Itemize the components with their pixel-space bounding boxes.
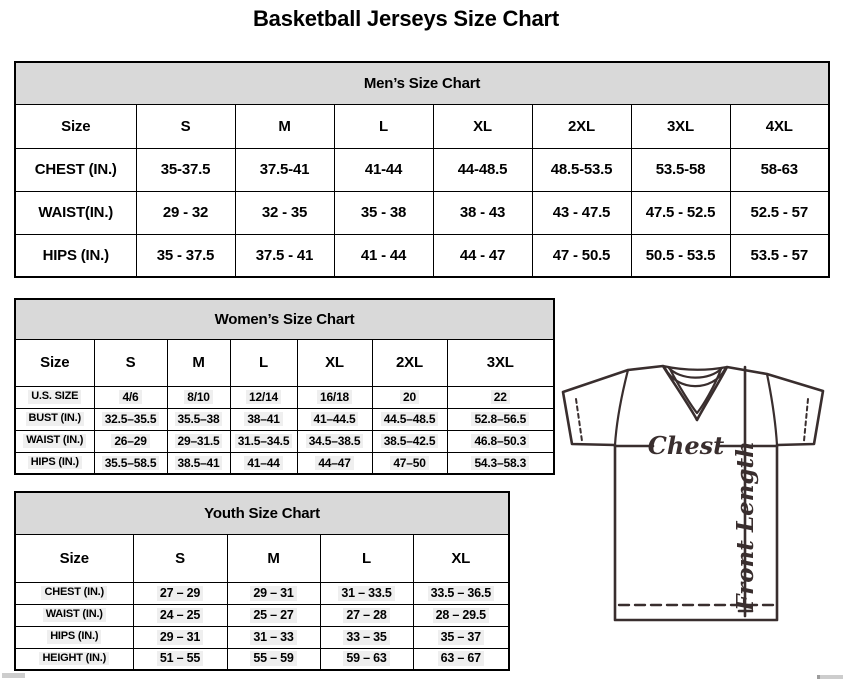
table-row (15, 191, 829, 234)
table-cell: 54.3–58.3 (447, 452, 554, 474)
table-cell: 31 – 33.5 (320, 582, 413, 604)
size-column-header: S (136, 104, 235, 148)
horizontal-scrollbar-thumb-left[interactable] (2, 673, 25, 678)
youth-size-chart-table (14, 491, 510, 671)
table-cell: 29 - 32 (136, 191, 235, 234)
table-cell: 53.5 - 57 (730, 234, 829, 277)
table-cell: 22 (447, 386, 554, 408)
size-column-header: L (230, 339, 297, 386)
womens-size-chart-table (14, 298, 555, 475)
row-label: U.S. SIZE (15, 386, 94, 408)
front-length-label: Front Length (732, 441, 759, 611)
table-cell: 47.5 - 52.5 (631, 191, 730, 234)
jersey-diagram (559, 358, 831, 630)
table-cell: 41–44 (230, 452, 297, 474)
womens-chart-title-row (15, 299, 554, 339)
table-cell: 38–41 (230, 408, 297, 430)
jersey-collar-top-line (663, 366, 727, 370)
table-cell: 25 – 27 (227, 604, 320, 626)
table-row (15, 234, 829, 277)
table-cell: 48.5-53.5 (532, 148, 631, 191)
table-cell: 12/14 (230, 386, 297, 408)
table-row (15, 626, 509, 648)
table-row (15, 148, 829, 191)
jersey-right-seam (767, 374, 777, 445)
table-cell: 38.5–42.5 (372, 430, 447, 452)
table-cell: 52.8–56.5 (447, 408, 554, 430)
youth-column-header-row (15, 534, 509, 582)
table-cell: 44-48.5 (433, 148, 532, 191)
table-cell: 34.5–38.5 (297, 430, 372, 452)
table-cell: 29 – 31 (133, 626, 227, 648)
row-label: WAIST(IN.) (15, 191, 136, 234)
jersey-left-sleeve-dash (576, 399, 582, 441)
jersey-measurement-illustration (559, 358, 831, 630)
table-cell: 52.5 - 57 (730, 191, 829, 234)
page-title: Basketball Jerseys Size Chart (252, 6, 560, 31)
table-cell: 51 – 55 (133, 648, 227, 670)
table-cell: 38 - 43 (433, 191, 532, 234)
row-label: HIPS (IN.) (15, 452, 94, 474)
table-row (15, 408, 554, 430)
table-row (15, 582, 509, 604)
youth-chart-title-row (15, 492, 509, 534)
size-column-header: 4XL (730, 104, 829, 148)
row-label: HIPS (IN.) (15, 234, 136, 277)
table-cell: 44 - 47 (433, 234, 532, 277)
size-column-header: L (320, 534, 413, 582)
mens-chart-title-row (15, 62, 829, 104)
table-cell: 37.5-41 (235, 148, 334, 191)
size-column-header: M (167, 339, 230, 386)
table-cell: 31 – 33 (227, 626, 320, 648)
size-column-header: 3XL (631, 104, 730, 148)
size-column-header: S (94, 339, 167, 386)
table-cell: 43 - 47.5 (532, 191, 631, 234)
table-cell: 41 - 44 (334, 234, 433, 277)
table-cell: 26–29 (94, 430, 167, 452)
mens-size-chart-table (14, 61, 830, 278)
table-cell: 59 – 63 (320, 648, 413, 670)
size-column-header: M (227, 534, 320, 582)
table-cell: 29–31.5 (167, 430, 230, 452)
table-cell: 16/18 (297, 386, 372, 408)
table-cell: 32 - 35 (235, 191, 334, 234)
table-cell: 35-37.5 (136, 148, 235, 191)
mens-column-header-row (15, 104, 829, 148)
table-cell: 35.5–58.5 (94, 452, 167, 474)
size-corner-header: Size (15, 534, 133, 582)
youth-chart-title: Youth Size Chart (15, 492, 509, 534)
table-cell: 41-44 (334, 148, 433, 191)
row-label: CHEST (IN.) (15, 582, 133, 604)
row-label: HIPS (IN.) (15, 626, 133, 648)
table-cell: 28 – 29.5 (413, 604, 509, 626)
size-column-header: 3XL (447, 339, 554, 386)
table-row (15, 604, 509, 626)
table-cell: 55 – 59 (227, 648, 320, 670)
jersey-left-seam (615, 370, 628, 445)
table-cell: 50.5 - 53.5 (631, 234, 730, 277)
horizontal-scrollbar-thumb-right[interactable] (817, 675, 843, 679)
table-cell: 38.5–41 (167, 452, 230, 474)
table-cell: 44–47 (297, 452, 372, 474)
table-cell: 44.5–48.5 (372, 408, 447, 430)
size-corner-header: Size (15, 104, 136, 148)
table-cell: 8/10 (167, 386, 230, 408)
size-corner-header: Size (15, 339, 94, 386)
table-cell: 33.5 – 36.5 (413, 582, 509, 604)
jersey-right-sleeve-dash (804, 399, 808, 441)
womens-chart-title: Women’s Size Chart (15, 299, 554, 339)
table-cell: 63 – 67 (413, 648, 509, 670)
table-cell: 41–44.5 (297, 408, 372, 430)
table-cell: 27 – 28 (320, 604, 413, 626)
table-cell: 37.5 - 41 (235, 234, 334, 277)
table-row (15, 452, 554, 474)
row-label: WAIST (IN.) (15, 604, 133, 626)
table-row (15, 386, 554, 408)
size-column-header: L (334, 104, 433, 148)
row-label: WAIST (IN.) (15, 430, 94, 452)
table-cell: 47 - 50.5 (532, 234, 631, 277)
size-column-header: XL (413, 534, 509, 582)
table-cell: 4/6 (94, 386, 167, 408)
row-label: HEIGHT (IN.) (15, 648, 133, 670)
size-column-header: 2XL (372, 339, 447, 386)
table-cell: 46.8–50.3 (447, 430, 554, 452)
table-cell: 35 - 38 (334, 191, 433, 234)
table-cell: 58-63 (730, 148, 829, 191)
size-column-header: S (133, 534, 227, 582)
womens-column-header-row (15, 339, 554, 386)
table-row (15, 430, 554, 452)
table-cell: 53.5-58 (631, 148, 730, 191)
row-label: BUST (IN.) (15, 408, 94, 430)
table-cell: 24 – 25 (133, 604, 227, 626)
mens-chart-title: Men’s Size Chart (15, 62, 829, 104)
table-cell: 27 – 29 (133, 582, 227, 604)
table-cell: 35 – 37 (413, 626, 509, 648)
size-column-header: XL (433, 104, 532, 148)
table-cell: 35.5–38 (167, 408, 230, 430)
table-row (15, 648, 509, 670)
size-column-header: M (235, 104, 334, 148)
table-cell: 29 – 31 (227, 582, 320, 604)
table-cell: 31.5–34.5 (230, 430, 297, 452)
row-label: CHEST (IN.) (15, 148, 136, 191)
size-column-header: XL (297, 339, 372, 386)
table-cell: 33 – 35 (320, 626, 413, 648)
table-cell: 20 (372, 386, 447, 408)
chest-label: Chest (647, 431, 725, 460)
table-cell: 35 - 37.5 (136, 234, 235, 277)
jersey-outline (563, 366, 823, 620)
table-cell: 47–50 (372, 452, 447, 474)
table-cell: 32.5–35.5 (94, 408, 167, 430)
size-column-header: 2XL (532, 104, 631, 148)
